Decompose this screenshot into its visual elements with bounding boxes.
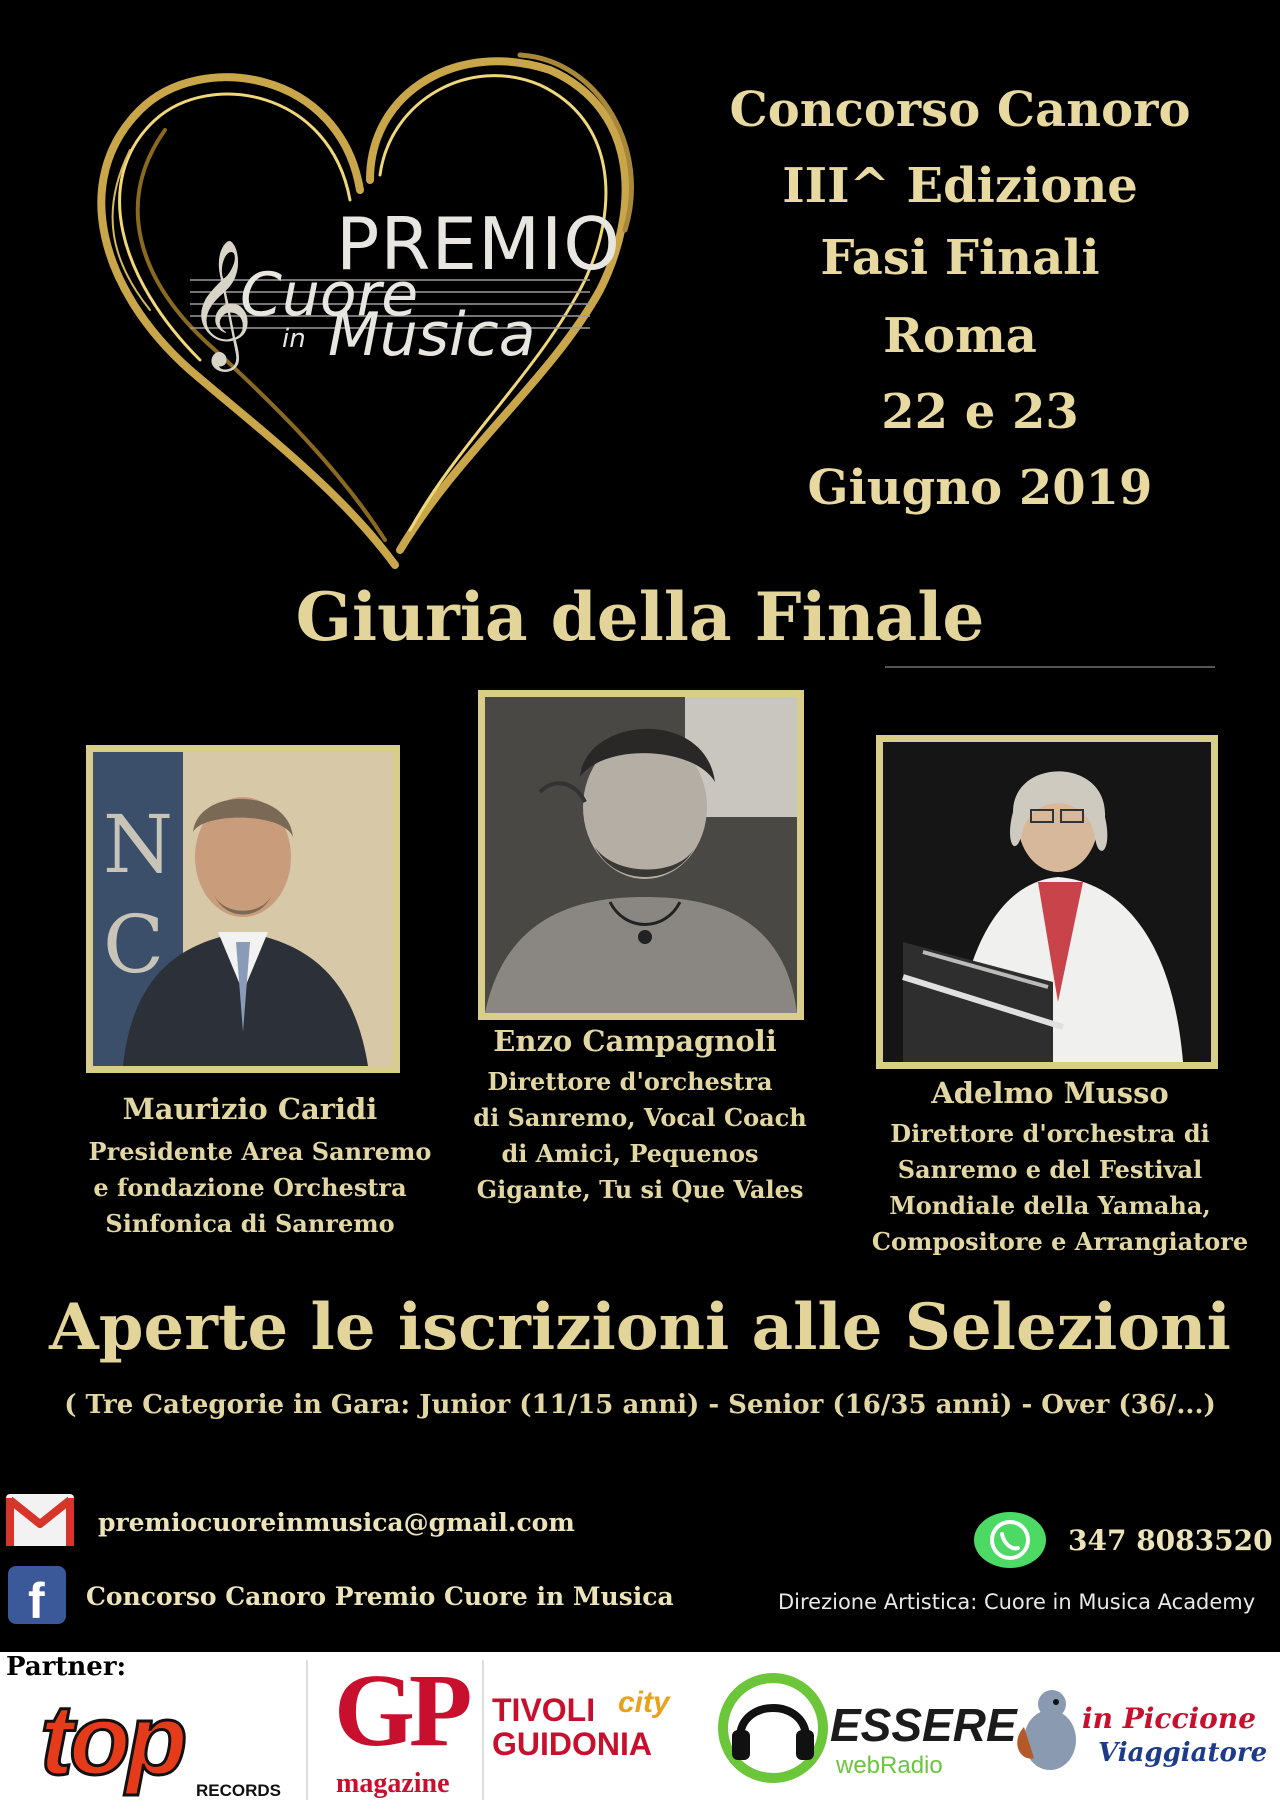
- gp-sub: magazine: [336, 1768, 450, 1799]
- whatsapp-icon[interactable]: [972, 1510, 1048, 1570]
- jury-role-2-line-4: Gigante, Tu si Que Vales: [476, 1175, 804, 1204]
- partner-label: Partner:: [6, 1652, 127, 1682]
- jury-photo-2: [478, 690, 804, 1020]
- jury-role-3-line-1: Direttore d'orchestra di: [890, 1119, 1210, 1148]
- headphones-icon: [718, 1668, 828, 1788]
- jury-photo-3: [876, 735, 1218, 1069]
- logo-cuore: Cuore: [240, 260, 419, 330]
- event-line-3: Fasi Finali: [820, 230, 1100, 286]
- partner-tivoli-city[interactable]: [490, 1686, 690, 1770]
- logo-musica: Musica: [328, 300, 536, 370]
- event-line-2: III^ Edizione: [782, 158, 1138, 214]
- gp-logo: GP: [334, 1653, 467, 1768]
- jury-name-2: Enzo Campagnoli: [493, 1024, 777, 1058]
- phone-number[interactable]: 347 8083520: [1068, 1524, 1273, 1557]
- logo-in: in: [282, 324, 306, 354]
- partner-divider-2: [482, 1660, 484, 1800]
- tivoli-city-text: city: [618, 1686, 670, 1719]
- partner-top-records[interactable]: [40, 1685, 290, 1805]
- event-line-1: Concorso Canoro: [729, 82, 1191, 138]
- treble-clef-icon: 𝄞: [188, 238, 254, 366]
- partner-divider-1: [306, 1660, 308, 1800]
- essere-text: ESSERE: [830, 1699, 1017, 1751]
- email-address[interactable]: premiocuoreinmusica@gmail.com: [98, 1508, 575, 1537]
- webradio-text: webRadio: [836, 1752, 943, 1779]
- jury-photo-1: [86, 745, 400, 1073]
- facebook-icon[interactable]: [8, 1566, 66, 1624]
- jury-role-1-line-3: Sinfonica di Sanremo: [105, 1209, 395, 1238]
- title-divider: [885, 666, 1215, 668]
- event-line-4: Roma: [883, 308, 1037, 364]
- top-records-sub: RECORDS: [196, 1781, 282, 1800]
- jury-title: Giuria della Finale: [295, 578, 985, 656]
- premio-logo: [40, 30, 660, 580]
- guidonia-text: GUIDONIA: [492, 1726, 652, 1762]
- jury-role-3-line-2: Sanremo e del Festival: [897, 1155, 1203, 1184]
- jury-role-2-line-1: Direttore d'orchestra: [487, 1067, 773, 1096]
- partner-essere-webradio[interactable]: [718, 1668, 1017, 1798]
- jury-role-3-line-3: Mondiale della Yamaha,: [889, 1191, 1211, 1220]
- partner-piccione-viaggiatore[interactable]: [1010, 1672, 1274, 1802]
- svg-text:N: N: [103, 798, 173, 891]
- gmail-icon[interactable]: [4, 1492, 76, 1548]
- registration-headline: Aperte le iscrizioni alle Selezioni: [49, 1290, 1231, 1365]
- event-line-6: Giugno 2019: [807, 460, 1153, 516]
- tivoli-text: TIVOLI: [492, 1692, 596, 1728]
- facebook-page[interactable]: Concorso Canoro Premio Cuore in Musica: [86, 1582, 674, 1611]
- partner-gp-magazine[interactable]: [330, 1653, 480, 1806]
- jury-role-2-line-2: di Sanremo, Vocal Coach: [473, 1103, 807, 1132]
- event-line-5: 22 e 23: [881, 384, 1079, 440]
- svg-text:f: f: [28, 1573, 45, 1624]
- svg-text:C: C: [103, 898, 165, 991]
- logo-premio: PREMIO: [336, 202, 621, 286]
- pigeon-icon: [1010, 1682, 1090, 1782]
- viaggiatore-text: Viaggiatore: [1098, 1738, 1268, 1768]
- registration-categories: ( Tre Categorie in Gara: Junior (11/15 anni) - Senior (16/35 anni) - Over (36/...): [64, 1390, 1216, 1420]
- jury-role-1-line-1: Presidente Area Sanremo: [88, 1137, 432, 1166]
- jury-role-2-line-3: di Amici, Pequenos: [501, 1139, 759, 1168]
- piccione-text: in Piccione: [1082, 1702, 1257, 1735]
- jury-role-3-line-4: Compositore e Arrangiatore: [871, 1227, 1249, 1256]
- artistic-direction: Direzione Artistica: Cuore in Musica Academy: [778, 1590, 1256, 1614]
- jury-name-3: Adelmo Musso: [931, 1076, 1169, 1110]
- jury-name-1: Maurizio Caridi: [122, 1092, 378, 1126]
- jury-role-1-line-2: e fondazione Orchestra: [93, 1173, 407, 1202]
- top-records-logo: top: [40, 1684, 184, 1796]
